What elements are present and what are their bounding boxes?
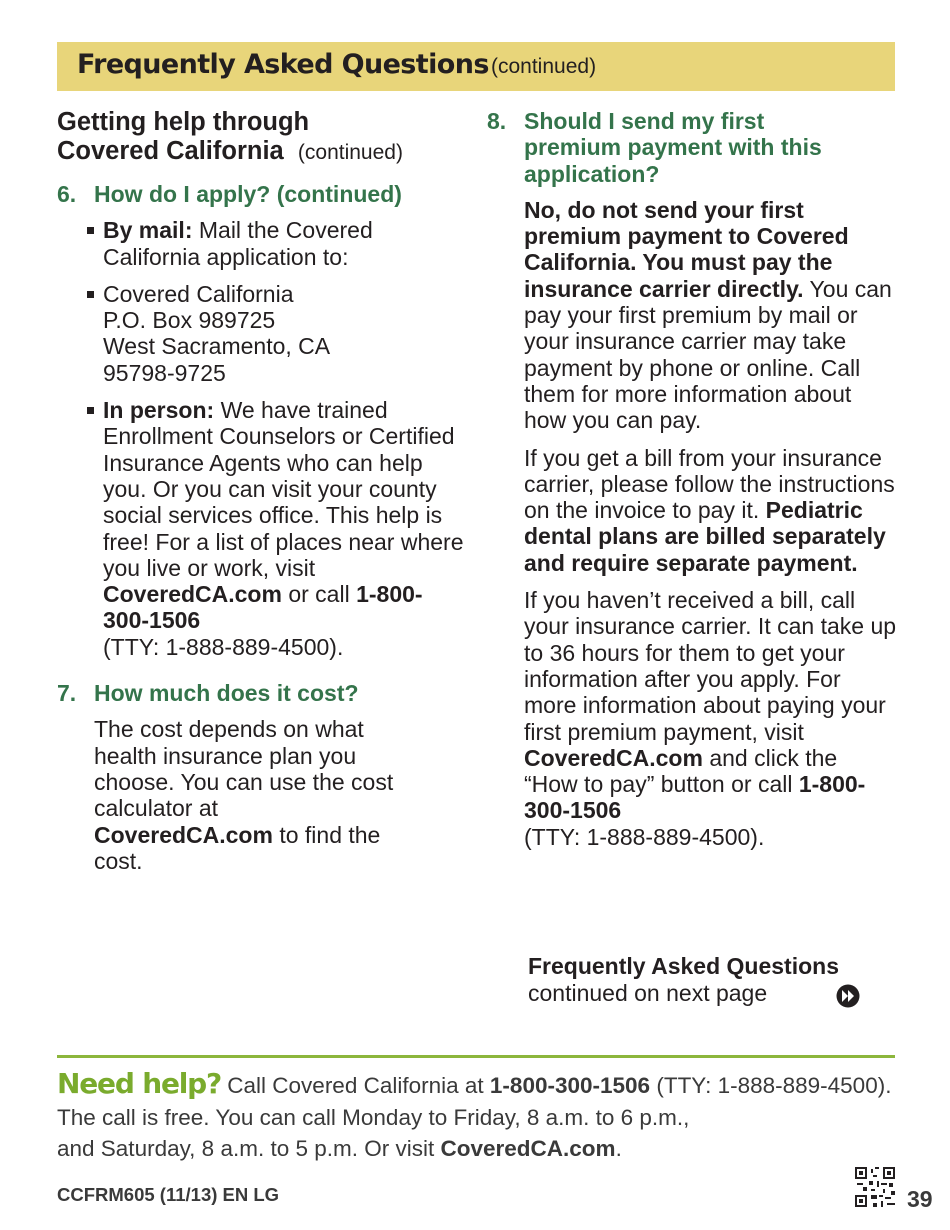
right-column xyxy=(487,108,897,861)
answer-8-paragraph-2: If you get a bill from your insurance carrier, please follow the instructions on the invoice to pay it. Pediatric dental plans are billed separately and require separate payment. xyxy=(524,444,895,576)
list-item-address: Covered California P.O. Box 989725 West Sacramento, CA 95798-9725 xyxy=(103,281,467,386)
phone-number: 1-800-300-1506 xyxy=(524,771,866,824)
answer-8-paragraph-3: If you haven’t received a bill, call your insurance carrier. It can take up to 36 hours for them to get your information after you apply. For more information about paying your first premium payment, visit CoveredCA.com and click the “How to pay” button or call 1-800-300-1506 (TTY: 1-888-889-4500). xyxy=(524,587,897,850)
faq-header-banner xyxy=(57,42,895,91)
covered-ca-link[interactable]: CoveredCA.com xyxy=(524,744,703,771)
need-help-heading: Need help? xyxy=(57,1067,222,1100)
apply-methods-list xyxy=(57,217,467,660)
list-item-in-person: In person: We have trained Enrollment Counselors or Certified Insurance Agents who can help you. Or you can visit your county social services office. This help is free! For a list of places near where you live or work, visit CoveredCA.com or call 1-800-300-1506 (TTY: 1-888-889-4500). xyxy=(103,397,467,660)
section-title: Getting help through Covered California (continued) xyxy=(57,108,403,165)
covered-ca-link[interactable]: CoveredCA.com xyxy=(94,821,273,848)
list-item-by-mail: By mail: Mail the Covered California application to: xyxy=(103,217,467,270)
question-7: 7. How much does it cost? xyxy=(57,680,359,707)
left-column xyxy=(57,108,467,885)
question-6: 6. How do I apply? (continued) xyxy=(57,181,402,207)
answer-8-paragraph-1: No, do not send your first premium payment to Covered California. You must pay the insurance carrier directly. You can pay your first premium by mail or your insurance carrier may take payment by phone or online. Call them for more information about how you can pay. xyxy=(524,196,892,434)
question-8: 8. Should I send my first premium payment with this application? xyxy=(487,108,822,187)
footer-divider xyxy=(57,1055,895,1058)
continued-note: Frequently Asked Questions continued on next page xyxy=(528,953,839,1006)
form-code: CCFRM605 (11/13) EN LG xyxy=(57,1184,280,1205)
faq-header-continued: (continued) xyxy=(491,55,597,78)
need-help-block: Need help? Call Covered California at 1-800-300-1506 (TTY: 1-888-889-4500). The call is free. You can call Monday to Friday, 8 a.m. to 6 p.m., and Saturday, 8 a.m. to 5 p.m. Or visit CoveredCA.com. xyxy=(57,1067,892,1161)
answer-8 xyxy=(524,197,897,850)
covered-ca-link[interactable]: CoveredCA.com xyxy=(103,581,282,608)
qr-code-icon xyxy=(855,1167,895,1207)
phone-number: 1-800-300-1506 xyxy=(489,1073,651,1098)
phone-number: 1-800-300-1506 xyxy=(103,581,423,634)
page-number: 39 xyxy=(907,1186,933,1212)
covered-ca-link[interactable]: CoveredCA.com xyxy=(440,1136,616,1161)
double-chevron-right-icon xyxy=(836,984,860,1008)
answer-7: The cost depends on what health insurance plan you choose. You can use the cost calculator at CoveredCA.com to find the cost. xyxy=(94,716,394,874)
faq-header-title: Frequently Asked Questions xyxy=(77,49,489,80)
